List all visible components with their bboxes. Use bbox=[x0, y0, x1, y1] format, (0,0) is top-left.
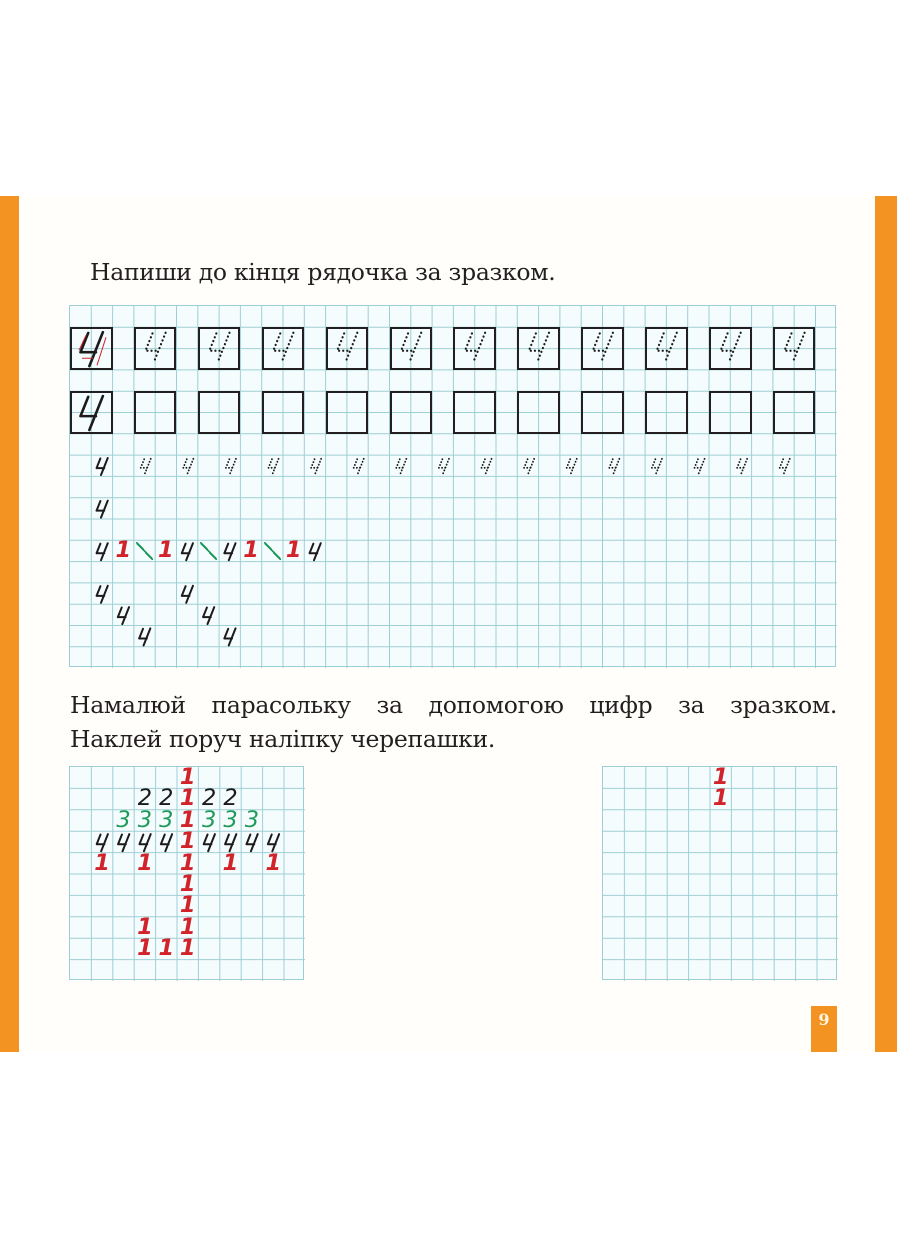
digit-1-glyph: 1 bbox=[179, 764, 196, 790]
digit-3-glyph: 3 bbox=[244, 806, 260, 833]
page-number: 9 bbox=[811, 1006, 837, 1052]
digit-1-glyph: 1 bbox=[137, 913, 153, 940]
dotted-digit-4-icon bbox=[652, 459, 662, 474]
digit-4-glyph bbox=[204, 834, 215, 851]
digit-4-glyph bbox=[224, 628, 235, 645]
digit-1-glyph: 1 bbox=[265, 849, 282, 876]
digit-4-glyph bbox=[182, 543, 193, 560]
left-orange-margin-bar bbox=[0, 196, 19, 1052]
digit-1-glyph: 1 bbox=[285, 537, 302, 564]
trace-box[interactable] bbox=[262, 327, 305, 370]
umbrella-sample-grid bbox=[69, 766, 304, 980]
digit-4-glyph bbox=[203, 607, 214, 624]
digit-4-glyph bbox=[225, 834, 236, 851]
dotted-digit-4-icon bbox=[780, 459, 790, 474]
digit-4-glyph bbox=[97, 834, 108, 851]
dotted-digit-4-icon bbox=[482, 459, 492, 474]
digit-1-glyph: 1 bbox=[222, 849, 239, 876]
empty-write-box[interactable] bbox=[326, 391, 369, 434]
handwriting-practice-grid[interactable] bbox=[69, 305, 836, 667]
dotted-digit-4-icon bbox=[396, 459, 406, 474]
digit-3-glyph: 3 bbox=[223, 806, 238, 833]
empty-write-box[interactable] bbox=[198, 391, 241, 434]
digit-4-glyph bbox=[182, 586, 193, 603]
dotted-digit-4-icon bbox=[354, 459, 364, 474]
digit-1-glyph: 1 bbox=[158, 537, 174, 564]
digit-1-glyph: 1 bbox=[179, 913, 196, 940]
digit-1-glyph: 1 bbox=[179, 849, 196, 876]
empty-write-box[interactable] bbox=[390, 391, 433, 434]
digit-1-glyph: 1 bbox=[179, 806, 196, 833]
sample-box-4 bbox=[70, 327, 113, 370]
sample-box-4 bbox=[70, 391, 113, 434]
empty-write-box[interactable] bbox=[262, 391, 305, 434]
trace-box[interactable] bbox=[581, 327, 624, 370]
dotted-digit-4-icon bbox=[269, 459, 279, 474]
dotted-digit-4-icon bbox=[226, 459, 236, 474]
digit-2-glyph: 2 bbox=[201, 785, 217, 812]
digit-4-glyph bbox=[118, 834, 129, 851]
digit-4-glyph bbox=[118, 607, 129, 624]
digit-3-glyph: 3 bbox=[201, 806, 217, 833]
trace-box[interactable] bbox=[517, 327, 560, 370]
trace-box[interactable] bbox=[645, 327, 688, 370]
digit-1-glyph: 1 bbox=[137, 849, 153, 876]
exercise2-instruction-line1: Намалюй парасольку за допомогою цифр за зразком. bbox=[70, 691, 837, 719]
empty-write-box[interactable] bbox=[134, 391, 177, 434]
empty-write-box[interactable] bbox=[645, 391, 688, 434]
digit-1-glyph: 1 bbox=[179, 785, 196, 812]
digit-1-glyph: 1 bbox=[179, 828, 196, 855]
digit-4-glyph bbox=[310, 543, 321, 560]
dotted-digit-4-icon bbox=[524, 459, 534, 474]
slash-stroke-glyph bbox=[264, 542, 281, 559]
digit-4-glyph bbox=[97, 543, 108, 560]
digit-4-glyph bbox=[268, 834, 279, 851]
umbrella-drawing-grid[interactable] bbox=[602, 766, 837, 980]
trace-box[interactable] bbox=[198, 327, 241, 370]
trace-box[interactable] bbox=[773, 327, 816, 370]
digit-4-glyph bbox=[246, 834, 257, 851]
slash-stroke-glyph bbox=[136, 542, 153, 559]
trace-box[interactable] bbox=[709, 327, 752, 370]
digit-4-glyph bbox=[97, 586, 108, 603]
empty-write-box[interactable] bbox=[709, 391, 752, 434]
slash-stroke-glyph bbox=[200, 542, 217, 559]
digit-3-glyph: 3 bbox=[159, 806, 174, 833]
exercise1-instruction: Напиши до кінця рядочка за зразком. bbox=[90, 258, 556, 286]
empty-write-box[interactable] bbox=[453, 391, 496, 434]
dotted-digit-4-icon bbox=[439, 459, 449, 474]
right-orange-margin-bar bbox=[875, 196, 897, 1052]
digit-4-glyph bbox=[97, 501, 108, 518]
digit-1-glyph: 1 bbox=[179, 892, 196, 919]
digit-1-glyph: 1 bbox=[94, 849, 110, 876]
dotted-digit-4-icon bbox=[567, 459, 577, 474]
digit-2-glyph: 2 bbox=[223, 785, 238, 812]
empty-write-box[interactable] bbox=[773, 391, 816, 434]
empty-write-box[interactable] bbox=[581, 391, 624, 434]
digit-4-glyph bbox=[161, 834, 172, 851]
exercise2-instruction-line2: Наклей поруч наліпку черепашки. bbox=[70, 725, 496, 753]
digit-4-glyph bbox=[139, 834, 150, 851]
digit-2-glyph: 2 bbox=[159, 785, 174, 812]
trace-box[interactable] bbox=[390, 327, 433, 370]
digit-4-glyph bbox=[224, 543, 235, 560]
digit-3-glyph: 3 bbox=[137, 806, 153, 833]
digit-4-glyph bbox=[139, 628, 150, 645]
empty-write-box[interactable] bbox=[517, 391, 560, 434]
digit-1-glyph: 1 bbox=[179, 871, 196, 897]
digit-1-glyph: 1 bbox=[115, 537, 132, 564]
trace-box[interactable] bbox=[326, 327, 369, 370]
digit-1-glyph: 1 bbox=[179, 935, 196, 962]
digit-1-glyph: 1 bbox=[158, 935, 175, 962]
trace-box[interactable] bbox=[453, 327, 496, 370]
digit-3-glyph: 3 bbox=[116, 806, 131, 833]
dotted-digit-4-icon bbox=[141, 459, 151, 474]
digit-1-glyph: 1 bbox=[712, 785, 729, 812]
dotted-digit-4-icon bbox=[737, 459, 747, 474]
dotted-digit-4-icon bbox=[183, 459, 193, 474]
digit-4-glyph bbox=[97, 458, 108, 475]
digit-2-glyph: 2 bbox=[137, 785, 153, 812]
digit-1-glyph: 1 bbox=[712, 764, 729, 790]
exercise2-instruction bbox=[70, 688, 837, 756]
digit-1-glyph: 1 bbox=[137, 935, 153, 962]
dotted-digit-4-icon bbox=[695, 459, 705, 474]
dotted-digit-4-icon bbox=[311, 459, 321, 474]
dotted-digit-4-icon bbox=[609, 459, 619, 474]
digit-1-glyph: 1 bbox=[243, 537, 259, 564]
trace-box[interactable] bbox=[134, 327, 177, 370]
